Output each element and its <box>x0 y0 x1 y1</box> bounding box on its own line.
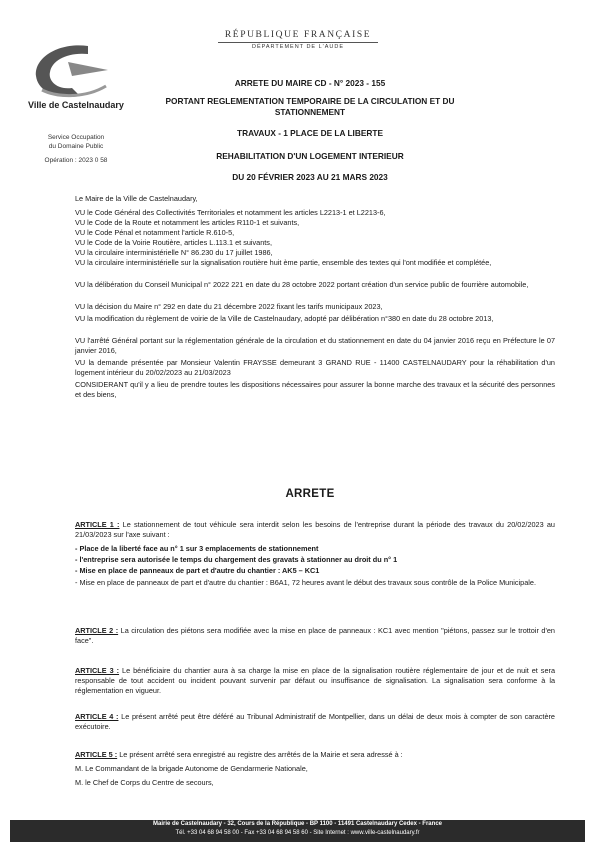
works-line: TRAVAUX - 1 PLACE DE LA LIBERTE <box>237 128 383 138</box>
vu-line: VU la circulaire interministérielle N° 86.230 du 17 juillet 1986, <box>75 248 273 257</box>
article-1-item: - Mise en place de panneaux de part et d'autre du chantier : B6A1, 72 heures avant le début des travaux sous contrôle de la Police Municipale. <box>75 578 536 587</box>
department-line: DÉPARTEMENT DE L'AUDE <box>218 42 378 50</box>
article-1-item: - Mise en place de panneaux de part et d'autre du chantier : AK5 – KC1 <box>75 566 320 575</box>
article-5 <box>75 750 555 760</box>
vu-line: VU le Code Pénal et notamment l'article R.610-5, <box>75 228 235 237</box>
service-line: Service Occupation <box>47 134 105 141</box>
town-name: Ville de Castelnaudary <box>28 100 124 110</box>
article-label: ARTICLE 5 : <box>75 750 118 759</box>
vu-line: VU la délibération du Conseil Municipal n° 2022 221 en date du 28 octobre 2022 portant création d'un service public de fourrière automobile, <box>75 280 529 289</box>
article-label: ARTICLE 1 : <box>75 520 120 529</box>
article-label: ARTICLE 3 : <box>75 666 120 675</box>
article-text: Le stationnement de tout véhicule sera interdit selon les besoins de l'entreprise durant la période des travaux du 20/02/2023 au 21/03/2023 sur l'axe suivant : <box>75 520 555 539</box>
vu-line: VU la demande présentée par Monsieur Valentin FRAYSSE demeurant 3 GRAND RUE - 11400 CASTELNAUDARY pour la réhabilitation d'un logement intérieur du 20/02/2023 au 21/03/2023 <box>75 358 555 377</box>
intro-line: Le Maire de la Ville de Castelnaudary, <box>75 194 198 203</box>
vu-line: VU la circulaire interministérielle sur la signalisation routière huit ème partie, ensemble des textes qui l'ont modifiée et complétée, <box>75 258 492 267</box>
service-line: du Domaine Public <box>48 143 104 150</box>
vu-line: VU la décision du Maire n° 292 en date du 21 décembre 2022 fixant les tarifs municipaux 2023, <box>75 302 383 311</box>
vu-line: VU le Code de la Voirie Routière, articles L.113.1 et suivants, <box>75 238 272 247</box>
article-text: Le présent arrêté peut être déféré au Tribunal Administratif de Montpellier, dans un délai de deux mois à compter de son caractère exécutoire. <box>75 712 555 731</box>
rehab-line: REHABILITATION D'UN LOGEMENT INTERIEUR <box>216 151 404 161</box>
vu-line: VU le Code de la Route et notamment les articles R110-1 et suivants, <box>75 218 300 227</box>
arrete-heading: ARRETE <box>285 488 335 500</box>
service-block <box>28 133 124 165</box>
operation-number: Opération : 2023 0 58 <box>44 157 108 164</box>
article-1 <box>75 520 555 540</box>
republic-heading: RÉPUBLIQUE FRANÇAISE <box>224 30 372 40</box>
considerant-line: CONSIDERANT qu'il y a lieu de prendre toutes les dispositions nécessaires pour assurer la bonne marche des travaux et la sécurité des personnes et des biens, <box>75 380 555 399</box>
article-text: La circulation des piétons sera modifiée avec la mise en place de panneaux : KC1 avec mention "piétons, passez sur le trottoir d'en face". <box>75 626 555 645</box>
vu-line: VU la modification du règlement de voirie de la Ville de Castelnaudary, adopté par délibération n°380 en date du 28 octobre 2013, <box>75 314 494 323</box>
arrete-number: ARRETE DU MAIRE CD - N° 2023 - 155 <box>234 78 386 88</box>
article-4 <box>75 712 555 732</box>
article-text: Le bénéficiaire du chantier aura à sa charge la mise en place de la signalisation routière réglementaire de jour et de nuit et sera responsable de tout accident ou incident pouvant survenir par défaut ou insuffisance de signalisation. La signalisation sera conforme à la réglementation en vigueur. <box>75 666 555 695</box>
footer <box>10 820 585 842</box>
article-text: Le présent arrêté sera enregistré au registre des arrêtés de la Mairie et sera adressé à : <box>119 750 403 759</box>
recipient-line: M. le Chef de Corps du Centre de secours, <box>75 778 214 787</box>
recipient-line: M. Le Commandant de la brigade Autonome de Gendarmerie Nationale, <box>75 764 308 773</box>
title-line: PORTANT REGLEMENTATION TEMPORAIRE DE LA CIRCULATION ET DU <box>165 96 455 106</box>
title-line: STATIONNEMENT <box>274 107 346 117</box>
article-1-item: - l'entreprise sera autorisée le temps du chargement des gravats à stationner au droit du n° 1 <box>75 555 398 564</box>
castelnaudary-logo-icon <box>28 40 118 102</box>
article-1-item: - Place de la liberté face au n° 1 sur 3 emplacements de stationnement <box>75 544 319 553</box>
vu-line: VU le Code Général des Collectivités Territoriales et notamment les articles L2213-1 et L2213-6, <box>75 208 386 217</box>
dates-line: DU 20 FÉVRIER 2023 AU 21 MARS 2023 <box>232 172 388 182</box>
article-label: ARTICLE 4 : <box>75 712 119 721</box>
article-label: ARTICLE 2 : <box>75 626 119 635</box>
footer-contact: Tél. +33 04 68 94 58 00 - Fax +33 04 68 94 58 60 - Site Internet : www.ville-castelnaudary.fr <box>175 830 420 836</box>
article-3 <box>75 666 555 696</box>
article-2 <box>75 626 555 646</box>
footer-address: Mairie de Castelnaudary - 32, Cours de la République - BP 1100 - 11491 Castelnaudary Cedex - France <box>152 821 442 827</box>
vu-line: VU l'arrêté Général portant sur la réglementation générale de la circulation et du stationnement en date du 04 janvier 2016 reçu en Préfecture le 07 janvier 2016, <box>75 336 555 355</box>
